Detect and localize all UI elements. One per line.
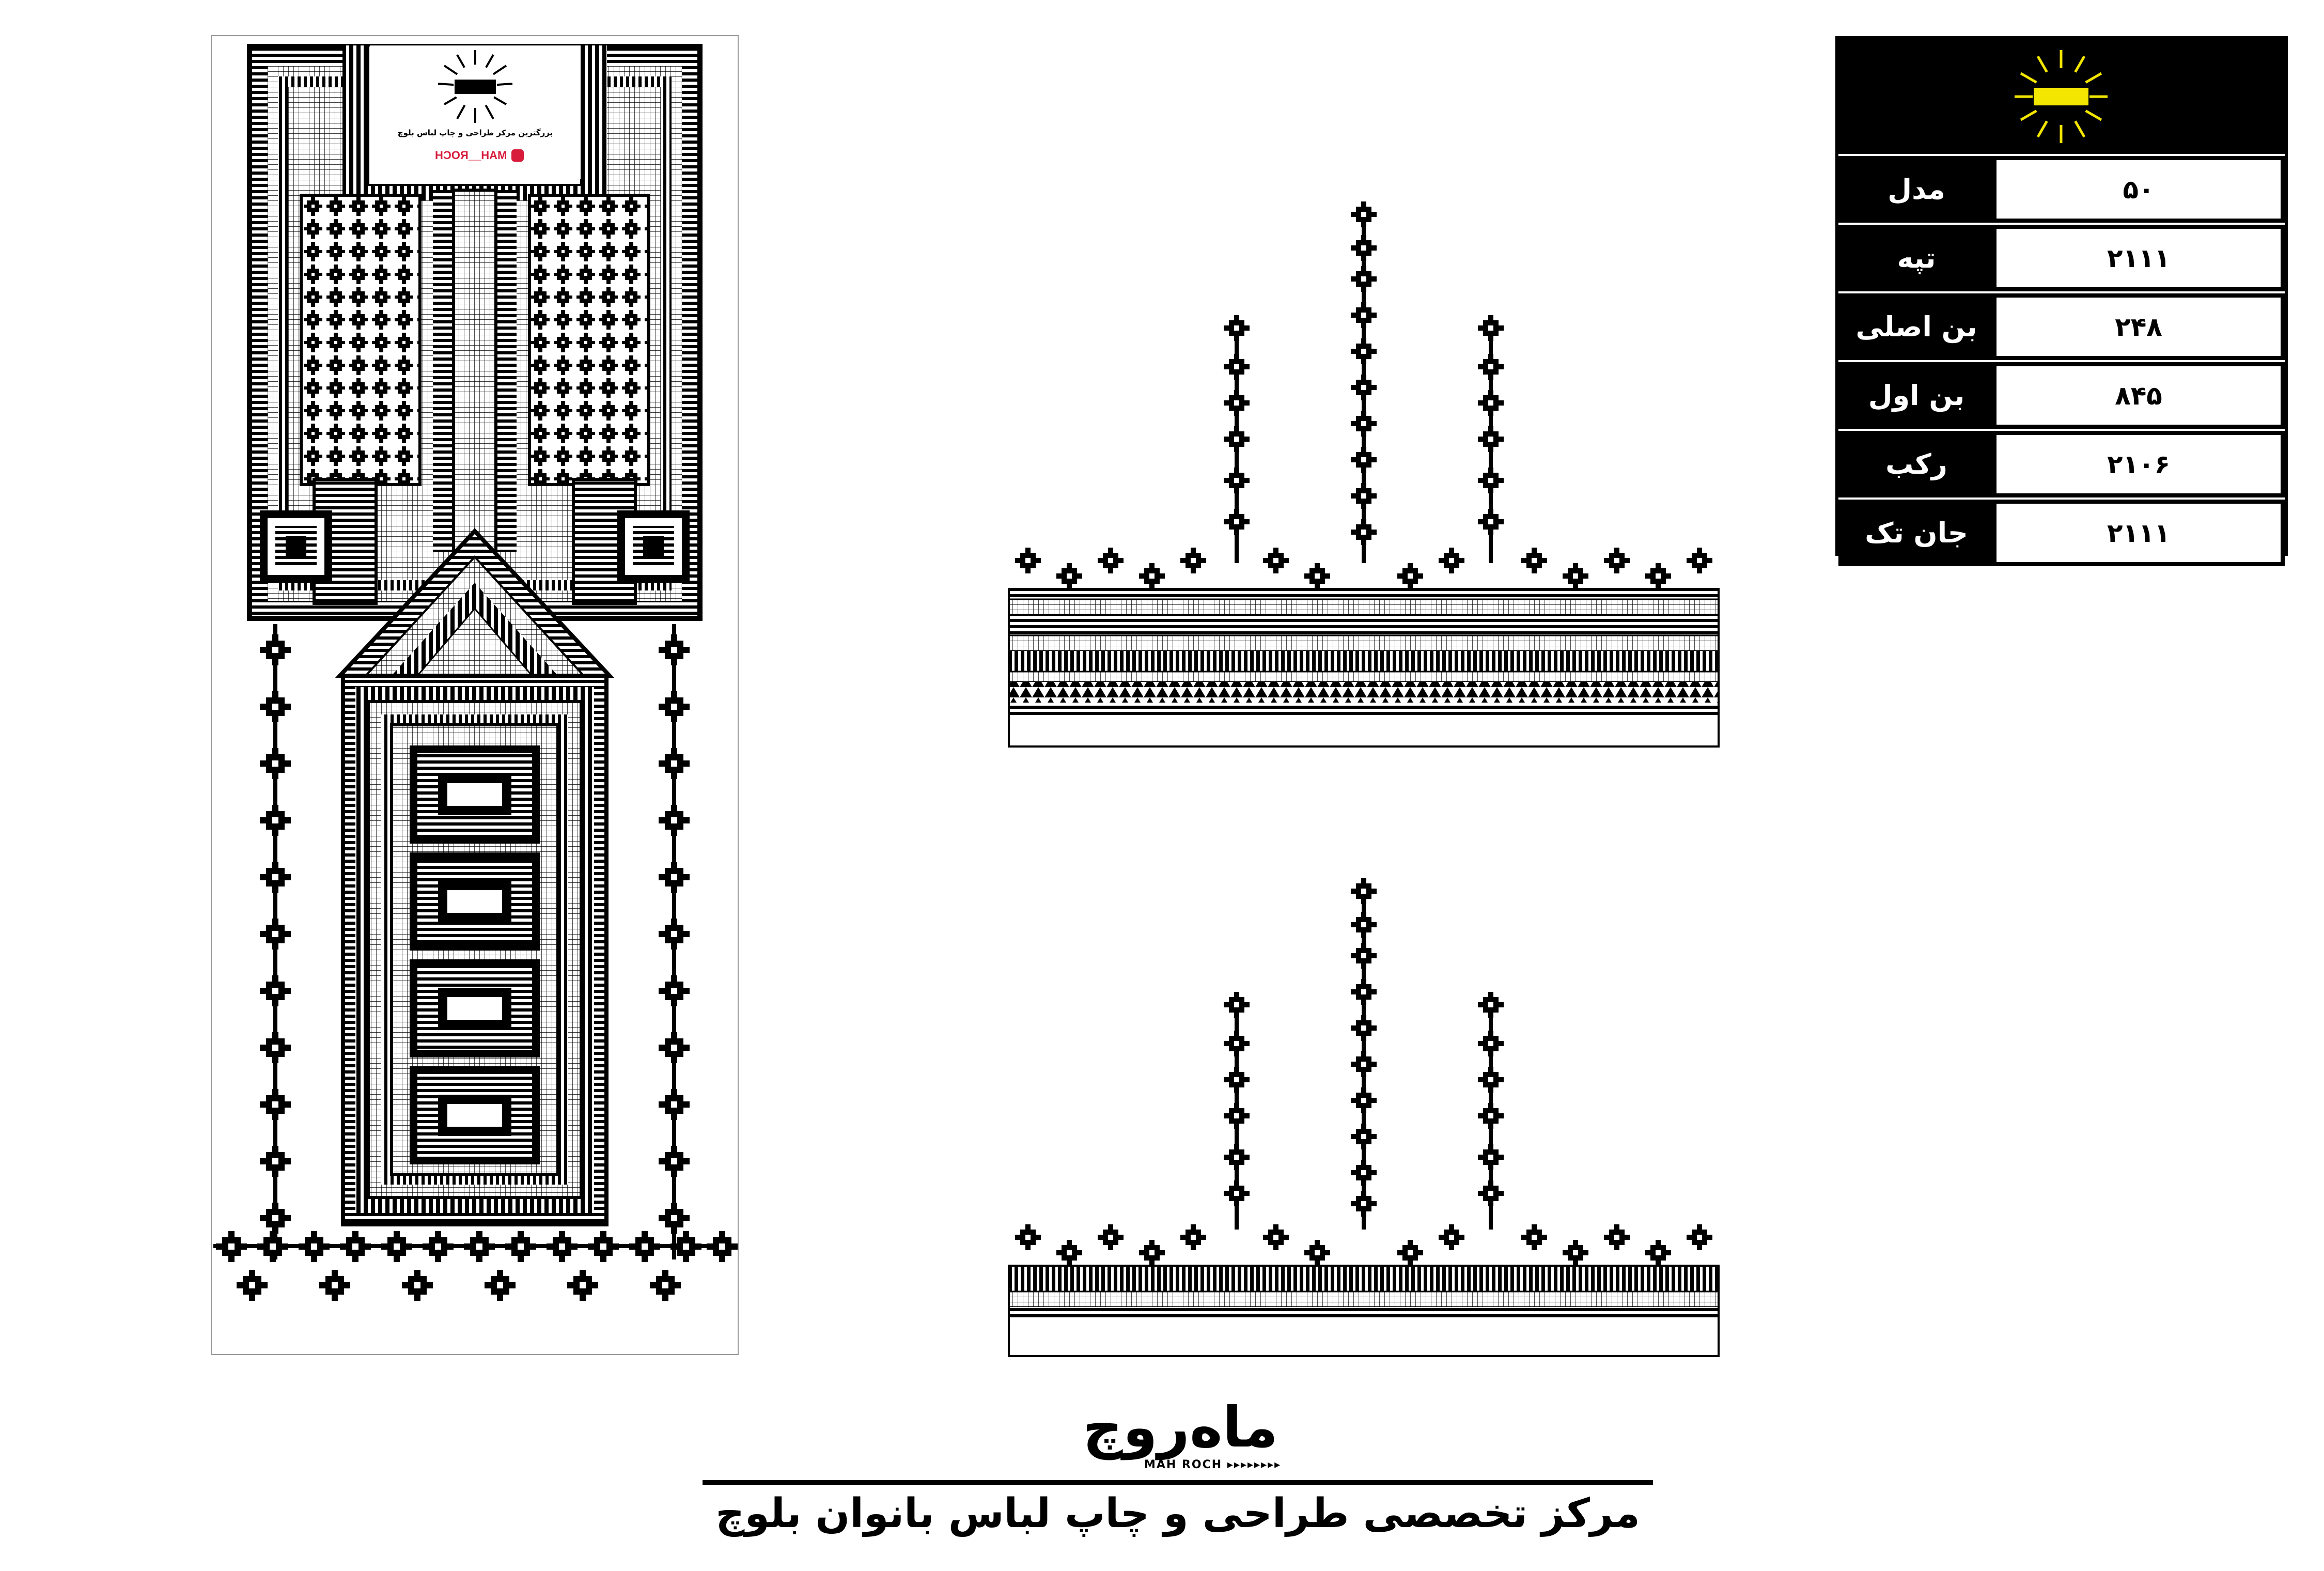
spec-label: بن اول [1868,379,1965,412]
spec-value: ۲۴۸ [1994,295,2283,358]
footer-tagline: مرکز تخصصی طراحی و چاپ لباس بانوان بلوچ [715,1490,1640,1537]
spec-table [1835,36,2288,556]
sleeve-pattern-bottom [1007,868,1720,1359]
sun-logo-yellow [2012,48,2110,146]
spec-logo-text: ماه‌روچ [2042,105,2083,118]
spec-value: ۲۱۰۶ [1994,433,2283,495]
spec-row-first-base [1838,360,2285,429]
dress-front-pattern [211,35,739,1355]
footer-brand-latin: MAH ROCH ▸▸▸▸▸▸▸▸ [1144,1458,1282,1471]
footer-divider [703,1480,1653,1485]
spec-label: تپه [1897,242,1936,274]
sleeve-pattern-top [1007,191,1720,749]
spec-value: ۲۱۱۱ [1994,227,2283,289]
spec-value: ۵۰ [1994,158,2283,221]
footer-brand-logo [1072,1397,1289,1475]
instagram-icon [511,149,524,162]
spec-row-rokab [1838,429,2285,497]
label-tagline: بزرگترین مرکز طراحی و چاپ لباس بلوچ [397,128,553,137]
spec-row-jantak [1838,497,2285,566]
spec-row-main-base [1838,291,2285,360]
sun-logo [424,48,527,125]
spec-value: ۸۴۵ [1994,364,2283,427]
instagram-handle [428,147,531,164]
spec-table-header [1838,39,2285,154]
spec-label: رکب [1885,448,1947,480]
spec-label: مدل [1888,173,1945,206]
spec-label: بن اصلی [1855,310,1977,343]
spec-row-model [1838,154,2285,223]
corner-square-right [617,510,690,583]
spec-value: ۲۱۱۱ [1994,502,2283,564]
spec-label: جان تک [1865,517,1968,549]
label-box [370,45,581,179]
spec-row-tapeh [1838,223,2285,291]
corner-square-left [260,510,332,583]
handle-text: MAH__ROCH [435,149,507,162]
footer-brand-text: ماه‌روچ [1082,1395,1278,1460]
